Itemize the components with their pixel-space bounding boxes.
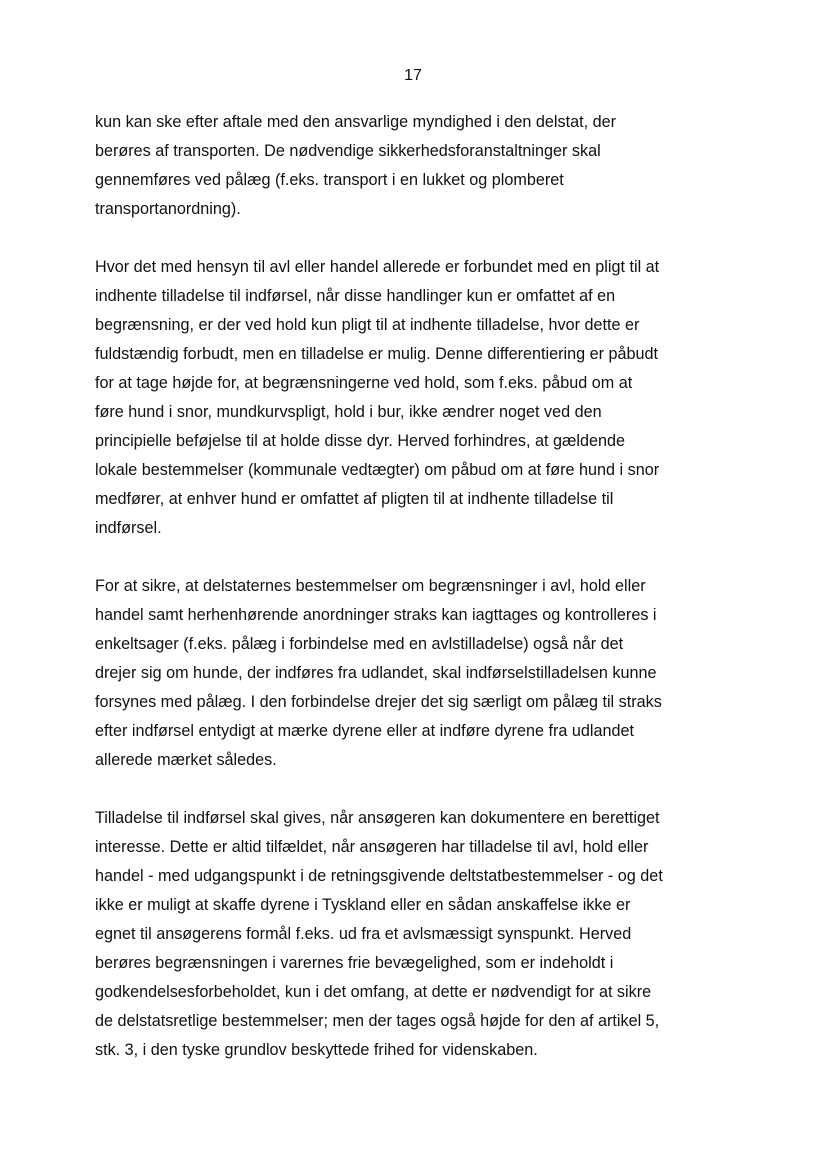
paragraph-1 <box>95 108 735 224</box>
text-line: egnet til ansøgerens formål f.eks. ud fra et avlsmæssigt synspunkt. Herved <box>95 925 632 943</box>
paragraph-4 <box>95 804 735 1065</box>
paragraph-3 <box>95 572 735 775</box>
text-line: transportanordning). <box>95 200 241 218</box>
text-line: For at sikre, at delstaternes bestemmelser om begrænsninger i avl, hold eller <box>95 577 646 595</box>
text-line: stk. 3, i den tyske grundlov beskyttede frihed for videnskaben. <box>95 1041 538 1059</box>
text-line: medfører, at enhver hund er omfattet af pligten til at indhente tilladelse til <box>95 490 614 508</box>
text-line: lokale bestemmelser (kommunale vedtægter) om påbud om at føre hund i snor <box>95 461 660 479</box>
text-line: handel samt herhenhørende anordninger straks kan iagttages og kontrolleres i <box>95 606 657 624</box>
paragraph-2 <box>95 253 735 543</box>
page-number: 17 <box>404 67 422 84</box>
text-line: gennemføres ved pålæg (f.eks. transport i en lukket og plomberet <box>95 171 564 189</box>
text-line: ikke er muligt at skaffe dyrene i Tyskland eller en sådan anskaffelse ikke er <box>95 896 631 914</box>
text-line: for at tage højde for, at begrænsningerne ved hold, som f.eks. påbud om at <box>95 374 633 392</box>
text-line: indhente tilladelse til indførsel, når disse handlinger kun er omfattet af en <box>95 287 616 305</box>
text-line: kun kan ske efter aftale med den ansvarlige myndighed i den delstat, der <box>95 113 617 131</box>
text-line: Tilladelse til indførsel skal gives, når ansøgeren kan dokumentere en berettiget <box>95 809 660 827</box>
text-line: de delstatsretlige bestemmelser; men der tages også højde for den af artikel 5, <box>95 1012 660 1030</box>
text-line: godkendelsesforbeholdet, kun i det omfang, at dette er nødvendigt for at sikre <box>95 983 652 1001</box>
text-line: begrænsning, er der ved hold kun pligt til at indhente tilladelse, hvor dette er <box>95 316 640 334</box>
text-line: efter indførsel entydigt at mærke dyrene eller at indføre dyrene fra udlandet <box>95 722 634 740</box>
text-line: forsynes med pålæg. I den forbindelse drejer det sig særligt om pålæg til straks <box>95 693 662 711</box>
text-line: interesse. Dette er altid tilfældet, når ansøgeren har tilladelse til avl, hold eller <box>95 838 649 856</box>
text-line: drejer sig om hunde, der indføres fra udlandet, skal indførselstilladelsen kunne <box>95 664 657 682</box>
text-line: indførsel. <box>95 519 162 537</box>
text-line: allerede mærket således. <box>95 751 277 769</box>
text-line: føre hund i snor, mundkurvspligt, hold i bur, ikke ændrer noget ved den <box>95 403 602 421</box>
text-line: handel - med udgangspunkt i de retningsgivende deltstatbestemmelser - og det <box>95 867 663 885</box>
text-line: berøres begrænsningen i varernes frie bevægelighed, som er indeholdt i <box>95 954 614 972</box>
document-body <box>95 108 735 1094</box>
text-line: principielle beføjelse til at holde disse dyr. Herved forhindres, at gældende <box>95 432 625 450</box>
text-line: fuldstændig forbudt, men en tilladelse er mulig. Denne differentiering er påbudt <box>95 345 659 363</box>
text-line: enkeltsager (f.eks. pålæg i forbindelse med en avlstilladelse) også når det <box>95 635 624 653</box>
text-line: Hvor det med hensyn til avl eller handel allerede er forbundet med en pligt til at <box>95 258 660 276</box>
text-line: berøres af transporten. De nødvendige sikkerhedsforanstaltninger skal <box>95 142 601 160</box>
